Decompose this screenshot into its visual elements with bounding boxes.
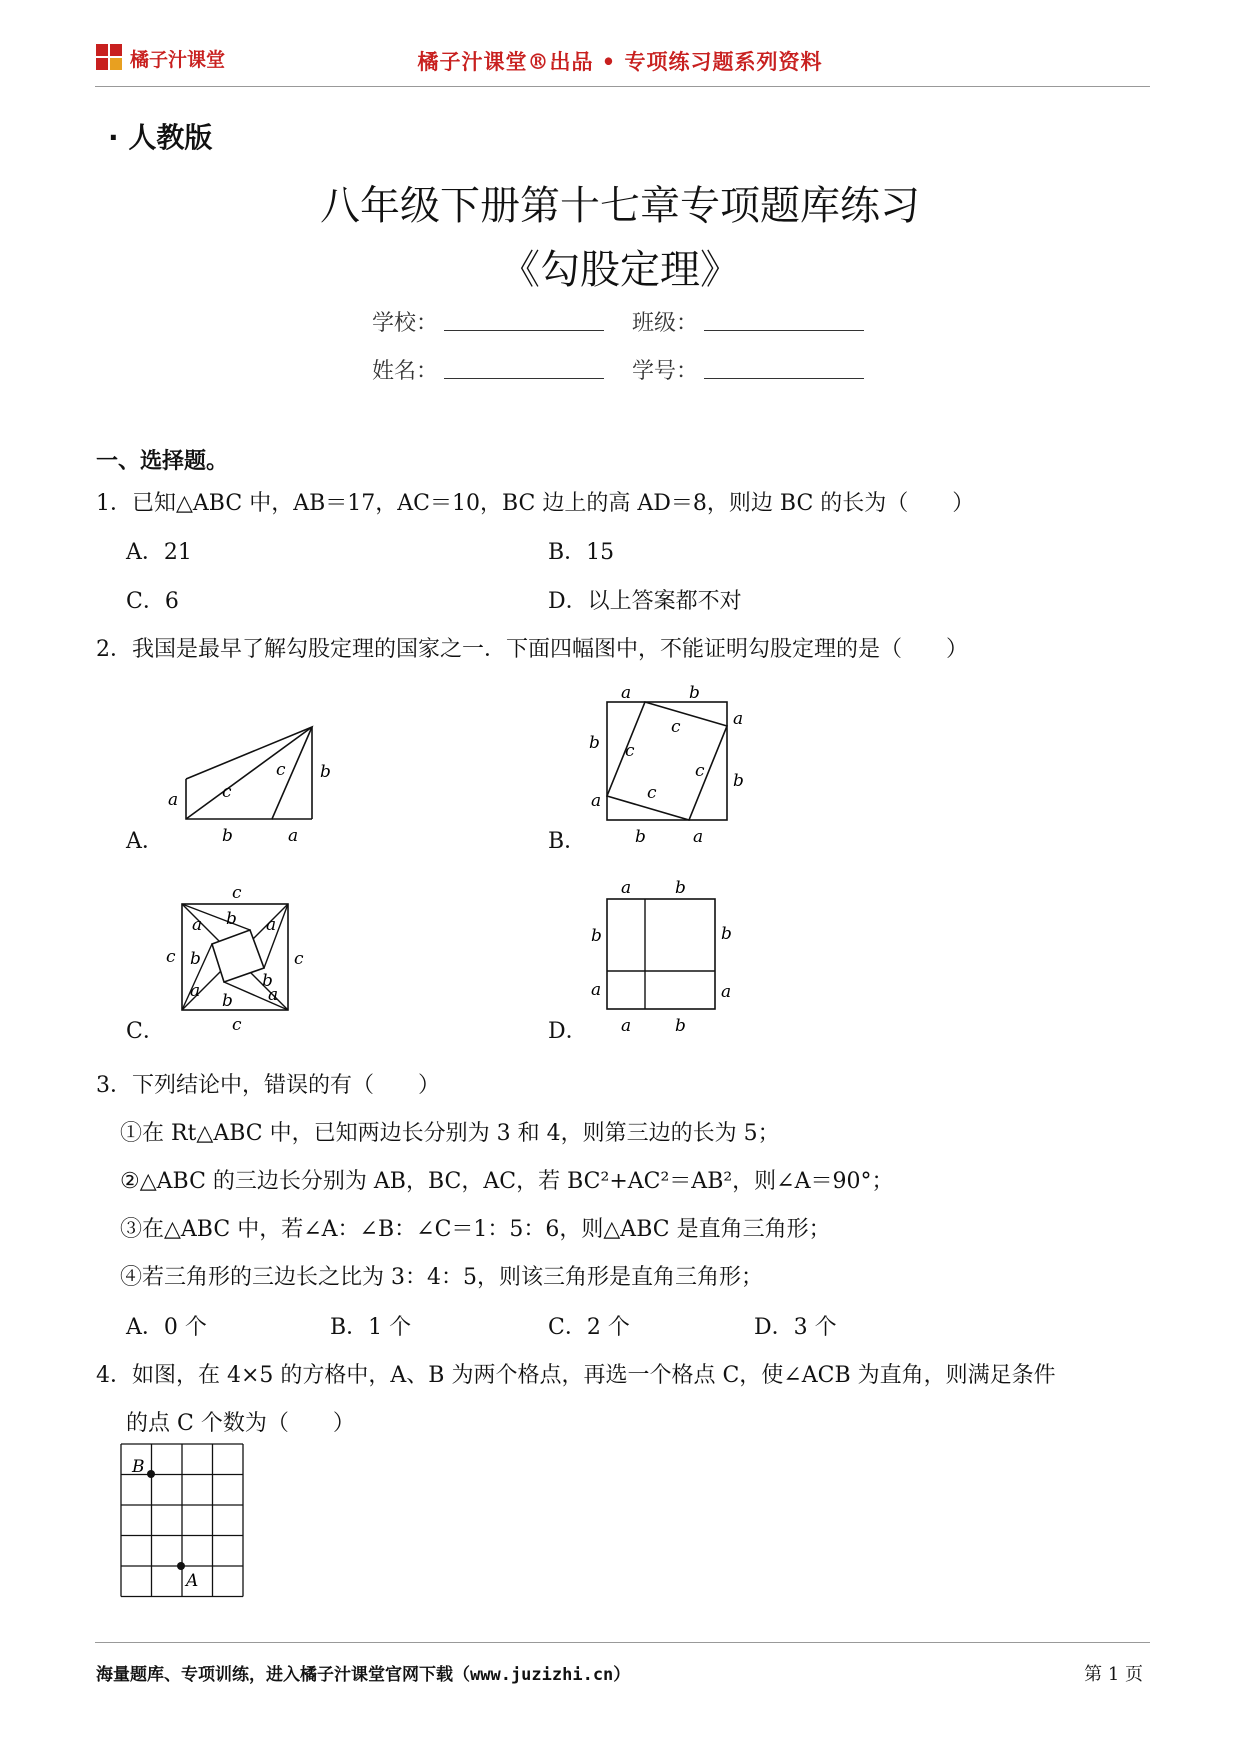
svg-text:a: a: [266, 915, 277, 935]
class-input-line[interactable]: [704, 330, 864, 331]
svg-text:a: a: [192, 915, 203, 935]
svg-text:c: c: [166, 947, 176, 967]
page-title: 八年级下册第十七章专项题库练习: [320, 183, 920, 229]
point-b: [147, 1470, 155, 1478]
svg-text:a: a: [591, 980, 602, 1000]
figure-c: [160, 880, 310, 1030]
svg-text:c: c: [232, 883, 242, 903]
question-1-text: 已知△ABC 中，AB＝17，AC＝10，BC 边上的高 AD＝8，则边 BC 的长为（ ）: [132, 491, 975, 516]
svg-text:c: c: [647, 783, 657, 803]
svg-text:a: a: [621, 683, 632, 703]
q3-option-c[interactable]: C．2 个: [548, 1315, 630, 1340]
svg-text:b: b: [190, 949, 201, 969]
svg-text:b: b: [675, 878, 686, 898]
svg-text:b: b: [635, 827, 646, 847]
page-subtitle: 《勾股定理》: [500, 247, 740, 293]
svg-text:a: a: [288, 826, 299, 846]
svg-text:c: c: [276, 760, 286, 780]
svg-text:b: b: [689, 683, 700, 703]
q3-option-a[interactable]: A．0 个: [126, 1315, 207, 1340]
q2-option-a[interactable]: A．: [126, 829, 164, 854]
svg-text:a: a: [621, 1016, 632, 1036]
q2-option-d[interactable]: D．: [548, 1019, 588, 1044]
school-input-line[interactable]: [444, 330, 604, 331]
svg-text:a: a: [693, 827, 704, 847]
q1-option-b[interactable]: B．15: [548, 540, 615, 565]
point-a: [177, 1562, 185, 1570]
q3-statement-1: ①在 Rt△ABC 中，已知两边长分别为 3 和 4，则第三边的长为 5；: [120, 1121, 780, 1146]
svg-text:a: a: [190, 981, 201, 1001]
header-divider: [95, 86, 1150, 87]
class-label: 班级：: [632, 311, 699, 336]
question-4: 4．如图，在 4×5 的方格中，A、B 为两个格点，再选一个格点 C，使∠ACB 为直角，则满足条件: [96, 1363, 1056, 1388]
q1-option-d[interactable]: D．以上答案都不对: [548, 589, 742, 614]
svg-text:a: a: [591, 791, 602, 811]
svg-text:c: c: [222, 782, 232, 802]
svg-text:b: b: [591, 926, 602, 946]
svg-text:b: b: [721, 924, 732, 944]
header-title: 橘子汁课堂®出品 • 专项练习题系列资料: [417, 49, 823, 74]
number-label: 学号：: [632, 359, 699, 384]
svg-text:b: b: [589, 733, 600, 753]
page-number: 第 1 页: [1084, 1664, 1143, 1685]
q3-option-b[interactable]: B．1 个: [330, 1315, 412, 1340]
question-2-text: 我国是最早了解勾股定理的国家之一．下面四幅图中，不能证明勾股定理的是（ ）: [132, 637, 969, 662]
svg-text:c: c: [695, 761, 705, 781]
name-label: 姓名：: [372, 359, 439, 384]
svg-text:b: b: [222, 826, 233, 846]
svg-text:c: c: [625, 741, 635, 761]
point-b-label: B: [132, 1457, 145, 1477]
number-input-line[interactable]: [704, 378, 864, 379]
q4-grid-figure: [118, 1442, 248, 1607]
q2-option-b[interactable]: B．: [548, 829, 587, 854]
question-3: 3．下列结论中，错误的有（ ）: [96, 1073, 441, 1098]
svg-text:a: a: [621, 878, 632, 898]
q2-option-c[interactable]: C．: [126, 1019, 165, 1044]
svg-text:c: c: [671, 717, 681, 737]
footer-divider: [95, 1642, 1150, 1643]
figure-a: [160, 715, 350, 850]
figure-b: [585, 680, 755, 850]
svg-text:c: c: [232, 1015, 242, 1030]
q3-statement-2: ②△ABC 的三边长分别为 AB，BC，AC，若 BC²+AC²＝AB²，则∠A＝90°；: [120, 1169, 894, 1194]
svg-text:b: b: [675, 1016, 686, 1036]
svg-text:c: c: [294, 949, 304, 969]
footer-text: 海量题库、专项训练，进入橘子汁课堂官网下载（www.juzizhi.cn）: [96, 1665, 631, 1685]
fig-a-label-a1: a: [168, 790, 179, 810]
svg-text:a: a: [733, 709, 744, 729]
q3-statement-3: ③在△ABC 中，若∠A：∠B：∠C＝1：5：6，则△ABC 是直角三角形；: [120, 1217, 831, 1242]
q3-statement-4: ④若三角形的三边长之比为 3：4：5，则该三角形是直角三角形；: [120, 1265, 763, 1290]
question-4-text-line2: 的点 C 个数为（ ）: [126, 1411, 355, 1436]
q1-option-c[interactable]: C．6: [126, 589, 179, 614]
question-1: 1．已知△ABC 中，AB＝17，AC＝10，BC 边上的高 AD＝8，则边 BC 的长为（ ）: [96, 491, 975, 516]
svg-text:b: b: [733, 771, 744, 791]
svg-text:b: b: [320, 762, 331, 782]
svg-text:b: b: [222, 991, 233, 1011]
school-label: 学校：: [372, 311, 439, 336]
svg-text:a: a: [721, 982, 732, 1002]
svg-text:a: a: [268, 985, 279, 1005]
svg-text:b: b: [262, 971, 273, 991]
question-3-text: 下列结论中，错误的有（ ）: [132, 1073, 441, 1098]
logo-text: 橘子汁课堂: [130, 48, 226, 71]
edition-label: · 人教版: [108, 121, 213, 154]
svg-text:b: b: [226, 909, 237, 929]
point-a-label: A: [186, 1571, 199, 1591]
q3-option-d[interactable]: D．3 个: [754, 1315, 837, 1340]
figure-d: [585, 875, 745, 1040]
section-heading: 一、选择题。: [96, 449, 229, 474]
question-4-text-line1: 如图，在 4×5 的方格中，A、B 为两个格点，再选一个格点 C，使∠ACB 为直角，则满足条件: [132, 1363, 1056, 1388]
name-input-line[interactable]: [444, 378, 604, 379]
question-2: 2．我国是最早了解勾股定理的国家之一．下面四幅图中，不能证明勾股定理的是（ ）: [96, 637, 969, 662]
q1-option-a[interactable]: A．21: [126, 540, 192, 565]
